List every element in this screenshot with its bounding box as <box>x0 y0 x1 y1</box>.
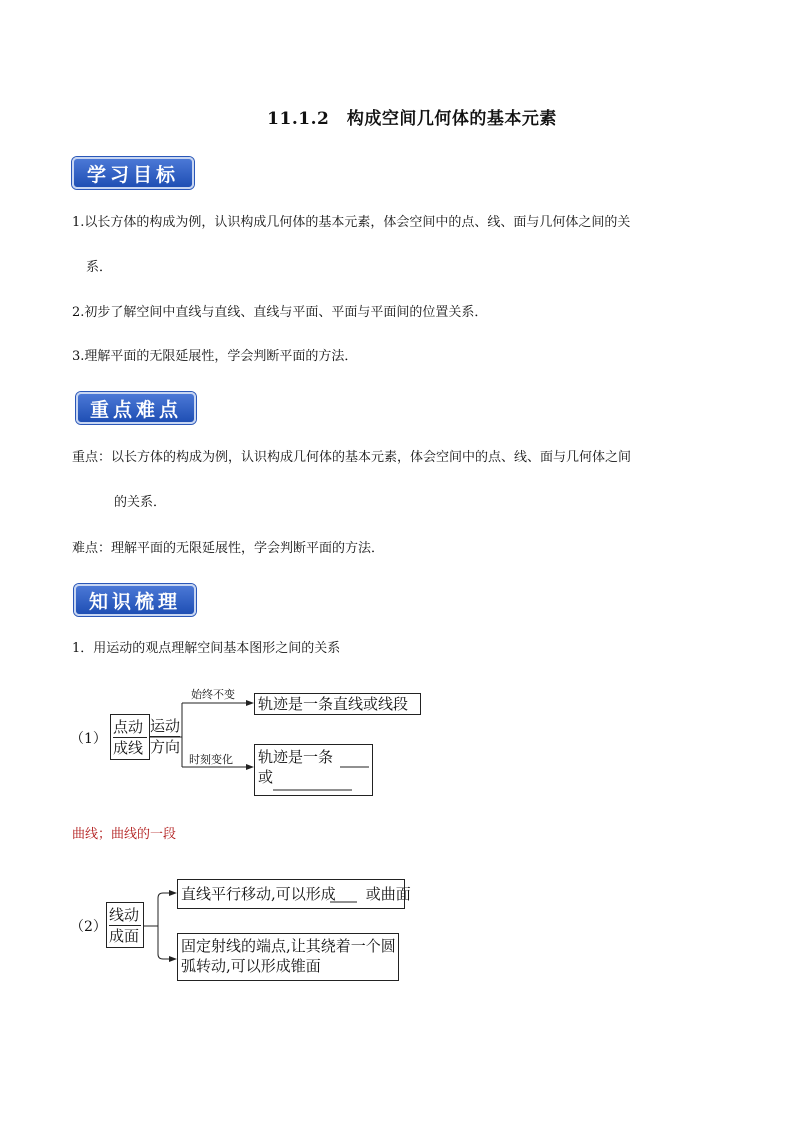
diagram-1-result-top: 轨迹是一条直线或线段 <box>254 693 421 715</box>
diagram-2-result-bottom-line-2: 弧转动,可以形成锥面 <box>181 957 321 975</box>
diagram-1-result-bottom <box>254 744 373 796</box>
diagram-2-result-top-tail: 或曲面 <box>365 885 411 903</box>
goal-item-1-line-2: 系． <box>86 260 113 275</box>
diagram-1-source-box <box>110 714 150 760</box>
diagram-2-label: （2） <box>70 919 107 935</box>
page-title: 11.1.2 构成空间几何体的基本元素 <box>267 109 557 129</box>
diagram-1-label: （1） <box>70 731 107 747</box>
section-badge-knowledge: 知识梳理 <box>74 584 196 616</box>
knowledge-heading: 1．用运动的观点理解空间基本图形之间的关系 <box>72 641 341 656</box>
diagram-1-branch-bottom-label: 时刻变化 <box>189 753 233 766</box>
diagram-1-source-line-2: 成线 <box>113 737 147 758</box>
diagram-2-result-bottom-line-1: 固定射线的端点,让其绕着一个圆 <box>181 937 396 955</box>
section-badge-key-points: 重点难点 <box>76 392 196 424</box>
diagram-2-result-top <box>177 879 411 909</box>
diagram-1-result-bottom-line-2: 或 <box>258 768 274 786</box>
diagram-2-source-line-1: 线动 <box>109 906 140 924</box>
answer-text: 曲线；曲线的一段 <box>72 827 177 842</box>
diagram-1-source-line-1: 点动 <box>113 718 144 736</box>
diagram-2-source-box <box>106 902 144 948</box>
diagram-2-source-line-2: 成面 <box>109 927 140 945</box>
diagram-1-branch-top-label: 始终不变 <box>191 688 235 701</box>
diagram-1-motion-line-2: 方向 <box>150 738 181 756</box>
focus-line-1: 重点：以长方体的构成为例，认识构成几何体的基本元素，体会空间中的点、线、面与几何体之间 <box>72 450 632 465</box>
goal-item-1-line-1: 1.以长方体的构成为例，认识构成几何体的基本元素，体会空间中的点、线、面与几何体之间的关 <box>72 215 631 230</box>
section-badge-goals: 学习目标 <box>72 157 194 189</box>
goal-item-3: 3.理解平面的无限延展性，学会判断平面的方法． <box>72 349 358 364</box>
diagram-2-result-bottom <box>177 933 399 981</box>
diagram-1-motion <box>150 716 180 757</box>
goal-item-2: 2.初步了解空间中直线与直线、直线与平面、平面与平面间的位置关系． <box>72 305 488 320</box>
diagram-1-result-bottom-line-1: 轨迹是一条 <box>258 748 334 766</box>
diagram-2-result-top-text: 直线平行移动,可以形成 <box>181 885 336 903</box>
difficulty-line: 难点：理解平面的无限延展性，学会判断平面的方法． <box>72 541 385 556</box>
focus-line-2: 的关系． <box>114 495 167 510</box>
diagram-1-motion-line-1: 运动 <box>150 717 181 735</box>
